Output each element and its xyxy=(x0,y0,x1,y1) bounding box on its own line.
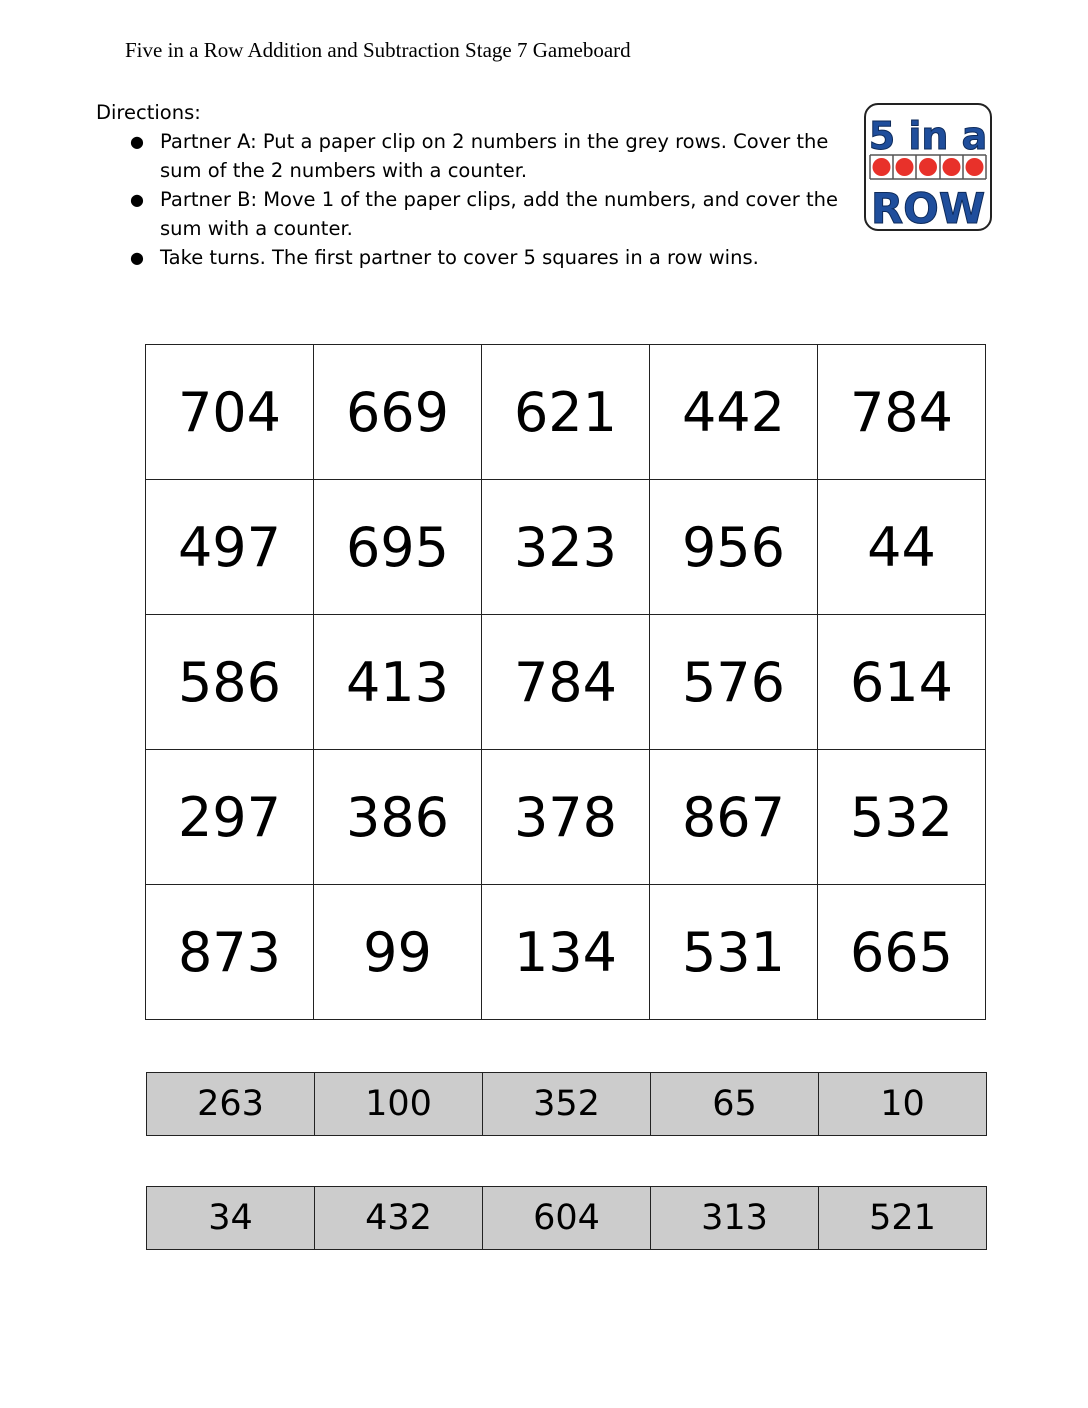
board-row xyxy=(146,885,986,1020)
board-cell[interactable]: 532 xyxy=(818,750,986,885)
bullet-icon: ● xyxy=(130,248,144,267)
counter-icon xyxy=(896,158,914,176)
grey-cell[interactable]: 65 xyxy=(651,1073,819,1136)
board-cell[interactable]: 323 xyxy=(482,480,650,615)
board-cell[interactable]: 784 xyxy=(482,615,650,750)
board-row xyxy=(146,750,986,885)
counter-icon xyxy=(966,158,984,176)
board-cell[interactable]: 99 xyxy=(314,885,482,1020)
grey-number-row-1 xyxy=(146,1072,987,1136)
board-cell[interactable]: 669 xyxy=(314,345,482,480)
grey-cell[interactable]: 100 xyxy=(315,1073,483,1136)
grey-cell[interactable]: 263 xyxy=(147,1073,315,1136)
board-cell[interactable]: 586 xyxy=(146,615,314,750)
grey-cell[interactable]: 432 xyxy=(315,1187,483,1250)
page-title: Five in a Row Addition and Subtraction Stage 7 Gameboard xyxy=(125,38,631,62)
board-cell[interactable]: 386 xyxy=(314,750,482,885)
board-cell[interactable]: 621 xyxy=(482,345,650,480)
board-cell[interactable]: 873 xyxy=(146,885,314,1020)
direction-item xyxy=(96,185,856,243)
bullet-icon: ● xyxy=(130,132,144,151)
board-row xyxy=(146,345,986,480)
gameboard-grid xyxy=(145,344,986,1020)
five-in-a-row-logo xyxy=(864,103,992,231)
board-row xyxy=(146,480,986,615)
directions xyxy=(96,98,856,272)
logo-top-text: 5 in a xyxy=(868,114,988,158)
board-cell[interactable]: 704 xyxy=(146,345,314,480)
direction-text: Partner A: Put a paper clip on 2 numbers in the grey rows. Cover the sum of the 2 numbers with a counter. xyxy=(160,130,829,182)
directions-heading: Directions: xyxy=(96,101,201,124)
board-cell[interactable]: 44 xyxy=(818,480,986,615)
direction-item xyxy=(96,243,856,272)
grey-cell[interactable]: 313 xyxy=(651,1187,819,1250)
board-cell[interactable]: 784 xyxy=(818,345,986,480)
board-cell[interactable]: 867 xyxy=(650,750,818,885)
board-cell[interactable]: 297 xyxy=(146,750,314,885)
counter-icon xyxy=(943,158,961,176)
board-cell[interactable]: 665 xyxy=(818,885,986,1020)
grey-cell[interactable]: 10 xyxy=(819,1073,987,1136)
grey-cell[interactable]: 604 xyxy=(483,1187,651,1250)
grey-cell[interactable]: 352 xyxy=(483,1073,651,1136)
bullet-icon: ● xyxy=(130,190,144,209)
grey-number-row-2 xyxy=(146,1186,987,1250)
board-cell[interactable]: 134 xyxy=(482,885,650,1020)
board-cell[interactable]: 956 xyxy=(650,480,818,615)
grey-cell[interactable]: 34 xyxy=(147,1187,315,1250)
board-cell[interactable]: 614 xyxy=(818,615,986,750)
direction-item xyxy=(96,127,856,185)
board-cell[interactable]: 497 xyxy=(146,480,314,615)
directions-list xyxy=(96,127,856,272)
counter-icon xyxy=(873,158,891,176)
logo-graphic xyxy=(866,105,990,229)
board-cell[interactable]: 413 xyxy=(314,615,482,750)
grey-cell[interactable]: 521 xyxy=(819,1187,987,1250)
logo-bottom-text: ROW xyxy=(870,184,986,229)
board-cell[interactable]: 576 xyxy=(650,615,818,750)
board-cell[interactable]: 531 xyxy=(650,885,818,1020)
board-cell[interactable]: 378 xyxy=(482,750,650,885)
board-cell[interactable]: 695 xyxy=(314,480,482,615)
direction-text: Take turns. The first partner to cover 5 squares in a row wins. xyxy=(160,246,759,269)
direction-text: Partner B: Move 1 of the paper clips, add the numbers, and cover the sum with a counter. xyxy=(160,188,838,240)
counter-icon xyxy=(919,158,937,176)
board-cell[interactable]: 442 xyxy=(650,345,818,480)
board-row xyxy=(146,615,986,750)
